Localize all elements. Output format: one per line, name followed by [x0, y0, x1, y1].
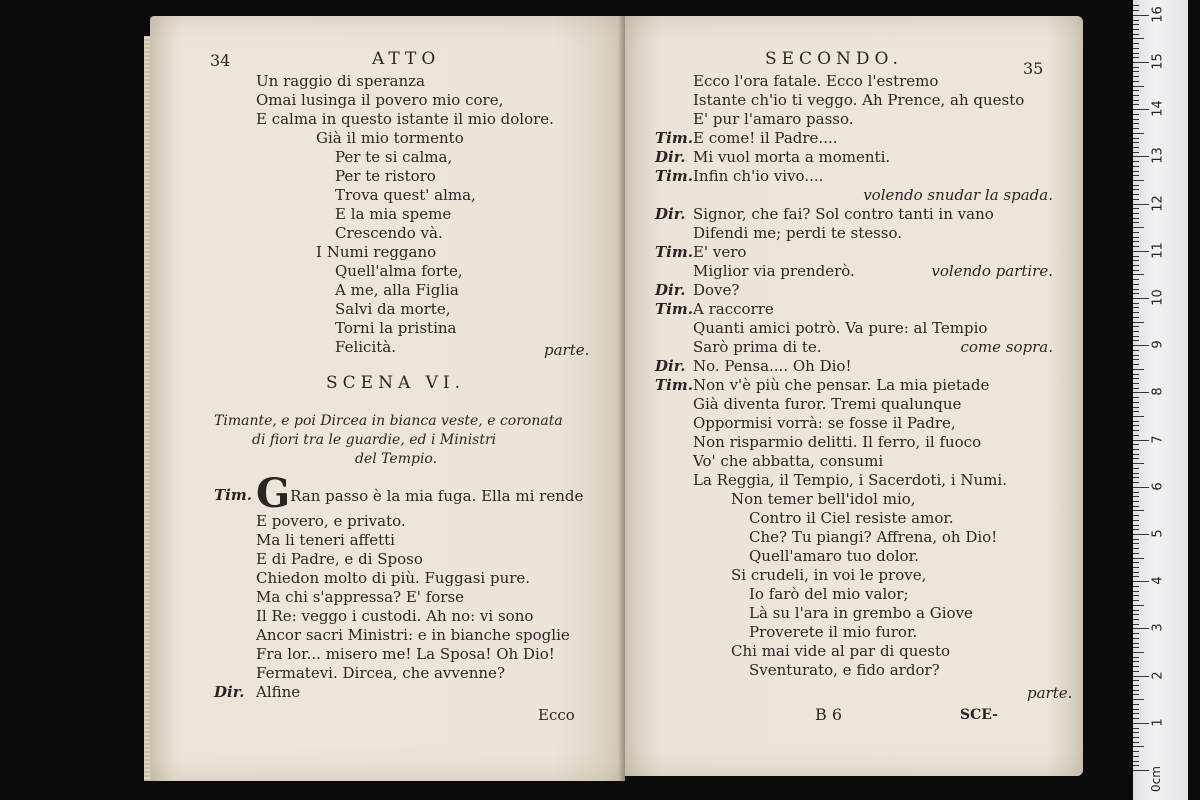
ruler-tick [1133, 119, 1139, 120]
ruler-tick [1133, 20, 1139, 21]
ruler-tick [1133, 104, 1139, 105]
ruler-tick [1133, 293, 1139, 294]
ruler-tick [1133, 265, 1139, 266]
dialogue-line: Ma li teneri affetti [256, 531, 395, 549]
ruler-tick [1133, 171, 1139, 172]
ruler-tick [1133, 133, 1144, 134]
ruler-tick [1133, 298, 1149, 299]
dialogue-line: Miglior via prenderò. [693, 262, 855, 280]
ruler-tick [1133, 694, 1139, 695]
dialogue-line: Ancor sacri Ministri: e in bianche spoglie [256, 626, 570, 644]
ruler-tick [1133, 232, 1139, 233]
aria-line: Per te ristoro [335, 167, 436, 185]
ruler-tick [1133, 48, 1139, 49]
verse-line: Un raggio di speranza [256, 72, 425, 90]
speaker-label: Tim. [655, 167, 693, 185]
ruler-tick [1133, 430, 1139, 431]
exit-direction: parte. [544, 341, 590, 359]
ruler-tick [1133, 671, 1139, 672]
aria-line: A me, alla Figlia [335, 281, 459, 299]
aria-line: Che? Tu piangi? Affrena, oh Dio! [749, 528, 998, 546]
dialogue-line: Difendi me; perdi te stesso. [693, 224, 903, 242]
ruler-tick [1133, 718, 1139, 719]
ruler-tick [1133, 657, 1139, 658]
ruler-tick [1133, 576, 1139, 577]
ruler-tick [1133, 440, 1149, 441]
dialogue-line: Quanti amici potrò. Va pure: al Tempio [693, 319, 988, 337]
ruler-tick [1133, 331, 1139, 332]
ruler-tick [1133, 147, 1139, 148]
ruler-tick [1133, 482, 1139, 483]
ruler-tick [1133, 402, 1139, 403]
ruler-tick [1133, 204, 1149, 205]
ruler-tick [1133, 227, 1144, 228]
ruler-tick [1133, 142, 1139, 143]
ruler-tick [1133, 317, 1139, 318]
ruler-tick [1133, 567, 1139, 568]
measuring-ruler [1133, 0, 1188, 800]
ruler-tick [1133, 543, 1139, 544]
ruler-number: 3 [1150, 623, 1166, 633]
ruler-tick [1133, 76, 1139, 77]
dialogue-line: Il Re: veggo i custodi. Ah no: vi sono [256, 607, 534, 625]
speaker-label: Dir. [655, 205, 686, 223]
ruler-tick [1133, 123, 1139, 124]
ruler-number: 14 [1150, 100, 1166, 117]
ruler-tick [1133, 388, 1139, 389]
ruler-tick [1133, 610, 1139, 611]
ruler-tick [1133, 421, 1139, 422]
ruler-tick [1133, 274, 1144, 275]
ruler-tick [1133, 312, 1139, 313]
ruler-tick [1133, 303, 1139, 304]
ruler-tick [1133, 138, 1139, 139]
aria-line: Crescendo và. [335, 224, 443, 242]
ruler-tick [1133, 199, 1139, 200]
ruler-tick [1133, 10, 1139, 11]
aria-line: Chi mai vide al par di questo [731, 642, 951, 660]
ruler-tick [1133, 732, 1139, 733]
speaker-label: Tim. [655, 376, 693, 394]
ruler-tick [1133, 572, 1139, 573]
ruler-number: 2 [1150, 670, 1166, 680]
ruler-tick [1133, 761, 1139, 762]
ruler-tick [1133, 95, 1139, 96]
signature-mark: B 6 [815, 705, 843, 724]
ruler-tick [1133, 770, 1149, 771]
dialogue-line: Non v'è più che pensar. La mia pietade [693, 376, 990, 394]
ruler-tick [1133, 746, 1144, 747]
aria-line: Io farò del mio valor; [749, 585, 909, 603]
ruler-tick [1133, 666, 1139, 667]
ruler-number: 16 [1150, 6, 1166, 23]
ruler-tick [1133, 251, 1149, 252]
ruler-tick [1133, 652, 1144, 653]
running-head: SECONDO. [765, 49, 903, 69]
ruler-tick [1133, 690, 1139, 691]
ruler-tick [1133, 647, 1139, 648]
dialogue-line: Ma chi s'appressa? E' forse [256, 588, 465, 606]
ruler-number: 5 [1150, 529, 1166, 538]
ruler-tick [1133, 241, 1139, 242]
left-page [150, 16, 625, 781]
ruler-tick [1133, 208, 1139, 209]
ruler-number: 11 [1150, 242, 1166, 259]
ruler-tick [1133, 67, 1139, 68]
ruler-tick [1133, 737, 1139, 738]
aria-line: E la mia speme [335, 205, 452, 223]
ruler-tick [1133, 322, 1144, 323]
ruler-tick [1133, 605, 1144, 606]
aria-line: Là su l'ara in grembo a Giove [749, 604, 973, 622]
ruler-tick [1133, 529, 1139, 530]
ruler-tick [1133, 473, 1139, 474]
ruler-tick [1133, 425, 1139, 426]
ruler-tick [1133, 237, 1139, 238]
ruler-tick [1133, 435, 1139, 436]
dialogue-line: Fermatevi. Dircea, che avvenne? [256, 664, 505, 682]
aria-line: Salvi da morte, [335, 300, 451, 318]
page-number: 35 [1023, 59, 1044, 78]
ruler-tick [1133, 378, 1139, 379]
ruler-tick [1133, 492, 1139, 493]
drop-cap: G [256, 470, 291, 517]
ruler-tick [1133, 685, 1139, 686]
aria-line: Quell'amaro tuo dolor. [749, 547, 919, 565]
ruler-tick [1133, 624, 1139, 625]
ruler-unit: 0cm [1148, 766, 1163, 792]
ruler-tick [1133, 397, 1139, 398]
speaker-label: Dir. [655, 281, 686, 299]
stage-direction: volendo snudar la spada. [863, 186, 1053, 204]
dialogue-line: E' vero [693, 243, 747, 261]
ruler-number: 1 [1150, 718, 1166, 727]
ruler-tick [1133, 407, 1139, 408]
ruler-number: 9 [1150, 340, 1166, 349]
ruler-tick [1133, 156, 1149, 157]
ruler-tick [1133, 713, 1139, 714]
ruler-tick [1133, 222, 1139, 223]
dialogue-line: Mi vuol morta a momenti. [693, 148, 891, 166]
dialogue-line: Ecco l'ora fatale. Ecco l'estremo [693, 72, 939, 90]
aria-line: I Numi reggano [316, 243, 437, 261]
ruler-tick [1133, 742, 1139, 743]
speaker-label: Tim. [655, 129, 693, 147]
ruler-tick [1133, 279, 1139, 280]
ruler-tick [1133, 180, 1144, 181]
ruler-tick [1133, 270, 1139, 271]
ruler-tick [1133, 553, 1139, 554]
ruler-tick [1133, 704, 1139, 705]
dialogue-line: Fra lor... misero me! La Sposa! Oh Dio! [256, 645, 555, 663]
aria-line: Contro il Ciel resiste amor. [749, 509, 954, 527]
ruler-tick [1133, 562, 1139, 563]
ruler-tick [1133, 81, 1139, 82]
stage-direction: Timante, e poi Dircea in bianca veste, e coronata [214, 413, 563, 429]
ruler-tick [1133, 15, 1149, 16]
ruler-number: 13 [1150, 147, 1166, 165]
ruler-tick [1133, 534, 1149, 535]
ruler-tick [1133, 765, 1139, 766]
stage-direction: del Tempio. [355, 451, 438, 467]
ruler-tick [1133, 496, 1139, 497]
ruler-tick [1133, 581, 1149, 582]
ruler-tick [1133, 38, 1144, 39]
ruler-tick [1133, 128, 1139, 129]
ruler-tick [1133, 326, 1139, 327]
speaker-label: Tim. [214, 486, 252, 504]
catchword: Ecco [538, 706, 575, 724]
scene-title: SCENA VI. [326, 373, 466, 393]
ruler-tick [1133, 24, 1139, 25]
dialogue-line: E' pur l'amaro passo. [693, 110, 854, 128]
right-page [625, 16, 1083, 776]
ruler-tick [1133, 558, 1144, 559]
ruler-number: 15 [1150, 53, 1166, 70]
first-dialogue-line [256, 470, 584, 517]
page-number: 34 [210, 51, 231, 70]
ruler-tick [1133, 595, 1139, 596]
ruler-tick [1133, 369, 1144, 370]
ruler-number: 12 [1150, 194, 1166, 212]
running-head: ATTO [372, 49, 441, 69]
ruler-tick [1133, 619, 1139, 620]
ruler-tick [1133, 166, 1139, 167]
ruler-tick [1133, 506, 1139, 507]
ruler-tick [1133, 468, 1139, 469]
exit-direction: parte. [1027, 684, 1073, 702]
ruler-tick [1133, 501, 1139, 502]
dialogue-line: No. Pensa.... Oh Dio! [693, 357, 852, 375]
ruler-tick [1133, 62, 1149, 63]
stage-direction: di fiori tra le guardie, ed i Ministri [252, 432, 497, 448]
aria-line: Quell'alma forte, [335, 262, 463, 280]
aria-line: Proverete il mio furor. [749, 623, 918, 641]
ruler-tick [1133, 628, 1149, 629]
ruler-tick [1133, 355, 1139, 356]
ruler-tick [1133, 284, 1139, 285]
dialogue-line: Oppormisi vorrà: se fosse il Padre, [693, 414, 956, 432]
ruler-tick [1133, 392, 1149, 393]
ruler-tick [1133, 359, 1139, 360]
dialogue-line: Istante ch'io ti veggo. Ah Prence, ah questo [693, 91, 1025, 109]
ruler-tick [1133, 458, 1139, 459]
ruler-tick [1133, 374, 1139, 375]
ruler-tick [1133, 289, 1139, 290]
ruler-tick [1133, 246, 1139, 247]
speaker-label: Dir. [214, 683, 245, 701]
speaker-label: Tim. [655, 300, 693, 318]
aria-line: Non temer bell'idol mio, [731, 490, 916, 508]
ruler-tick [1133, 161, 1139, 162]
aria-line: Torni la pristina [335, 319, 457, 337]
ruler-tick [1133, 114, 1139, 115]
ruler-tick [1133, 86, 1144, 87]
aria-line: Felicità. [335, 338, 396, 356]
ruler-tick [1133, 152, 1139, 153]
dialogue-line: E come! il Padre.... [693, 129, 838, 147]
ruler-tick [1133, 661, 1139, 662]
ruler-tick [1133, 463, 1144, 464]
ruler-tick [1133, 756, 1139, 757]
ruler-tick [1133, 539, 1139, 540]
ruler-tick [1133, 477, 1139, 478]
ruler-tick [1133, 411, 1139, 412]
ruler-tick [1133, 728, 1139, 729]
ruler-tick [1133, 260, 1139, 261]
ruler-tick [1133, 307, 1139, 308]
ruler-tick [1133, 416, 1144, 417]
dialogue-line: Dove? [693, 281, 740, 299]
dialogue-line: E povero, e privato. [256, 512, 406, 530]
ruler-tick [1133, 350, 1139, 351]
ruler-tick [1133, 34, 1139, 35]
aria-line: Per te si calma, [335, 148, 453, 166]
dialogue-line: Già diventa furor. Tremi qualunque [693, 395, 962, 413]
ruler-tick [1133, 600, 1139, 601]
ruler-tick [1133, 53, 1139, 54]
ruler-tick [1133, 71, 1139, 72]
dialogue-line: Vo' che abbatta, consumi [693, 452, 884, 470]
ruler-tick [1133, 213, 1139, 214]
verse-line: Omai lusinga il povero mio core, [256, 91, 504, 109]
ruler-tick [1133, 586, 1139, 587]
ruler-tick [1133, 383, 1139, 384]
ruler-tick [1133, 256, 1139, 257]
ruler-number: 4 [1150, 576, 1166, 585]
ruler-tick [1133, 723, 1149, 724]
ruler-tick [1133, 709, 1139, 710]
ruler-tick [1133, 345, 1149, 346]
ruler-tick [1133, 591, 1139, 592]
stage-direction: volendo partire. [931, 262, 1053, 280]
ruler-tick [1133, 515, 1139, 516]
ruler-tick [1133, 194, 1139, 195]
ruler-tick [1133, 548, 1139, 549]
ruler-tick [1133, 29, 1139, 30]
ruler-number: 8 [1150, 387, 1166, 397]
dialogue-line: Infin ch'io vivo.... [693, 167, 824, 185]
ruler-tick [1133, 185, 1139, 186]
ruler-tick [1133, 525, 1139, 526]
ruler-tick [1133, 633, 1139, 634]
ruler-tick [1133, 189, 1139, 190]
ruler-tick [1133, 43, 1139, 44]
ruler-tick [1133, 699, 1144, 700]
aria-line: Sventurato, e fido ardor? [749, 661, 940, 679]
ruler-tick [1133, 5, 1139, 6]
ruler-tick [1133, 340, 1139, 341]
dialogue-line: Non risparmio delitti. Il ferro, il fuoco [693, 433, 982, 451]
dialogue-line: Sarò prima di te. [693, 338, 822, 356]
dialogue-line: Alfine [256, 683, 301, 701]
aria-line: Si crudeli, in voi le prove, [731, 566, 927, 584]
stage-direction: come sopra. [960, 338, 1053, 356]
ruler-tick [1133, 57, 1139, 58]
ruler-tick [1133, 643, 1139, 644]
ruler-tick [1133, 614, 1139, 615]
ruler-tick [1133, 676, 1149, 677]
dialogue-line: E di Padre, e di Sposo [256, 550, 423, 568]
ruler-tick [1133, 109, 1149, 110]
dialogue-line: Signor, che fai? Sol contro tanti in vano [693, 205, 994, 223]
speaker-label: Tim. [655, 243, 693, 261]
aria-line: Già il mio tormento [316, 129, 464, 147]
ruler-tick [1133, 218, 1139, 219]
aria-line: Trova quest' alma, [335, 186, 476, 204]
ruler-tick [1133, 487, 1149, 488]
speaker-label: Dir. [655, 357, 686, 375]
ruler-tick [1133, 364, 1139, 365]
dialogue-line: A raccorre [693, 300, 774, 318]
ruler-tick [1133, 449, 1139, 450]
dialogue-line: Chiedon molto di più. Fuggasi pure. [256, 569, 531, 587]
ruler-number: 6 [1150, 482, 1166, 491]
ruler-tick [1133, 336, 1139, 337]
ruler-tick [1133, 510, 1144, 511]
ruler-tick [1133, 175, 1139, 176]
ruler-tick [1133, 680, 1139, 681]
ruler-tick [1133, 454, 1139, 455]
ruler-tick [1133, 638, 1139, 639]
ruler-number: 7 [1150, 434, 1166, 444]
first-line-text: Ran passo è la mia fuga. Ella mi rende [290, 487, 584, 505]
ruler-tick [1133, 444, 1139, 445]
dialogue-line: La Reggia, il Tempio, i Sacerdoti, i Numi. [693, 471, 1007, 489]
ruler-number: 10 [1150, 289, 1166, 306]
speaker-label: Dir. [655, 148, 686, 166]
ruler-tick [1133, 90, 1139, 91]
ruler-tick [1133, 751, 1139, 752]
verse-line: E calma in questo istante il mio dolore. [256, 110, 554, 128]
ruler-tick [1133, 520, 1139, 521]
ruler-tick [1133, 100, 1139, 101]
open-book [150, 16, 1085, 784]
catchword: SCE- [960, 707, 998, 723]
